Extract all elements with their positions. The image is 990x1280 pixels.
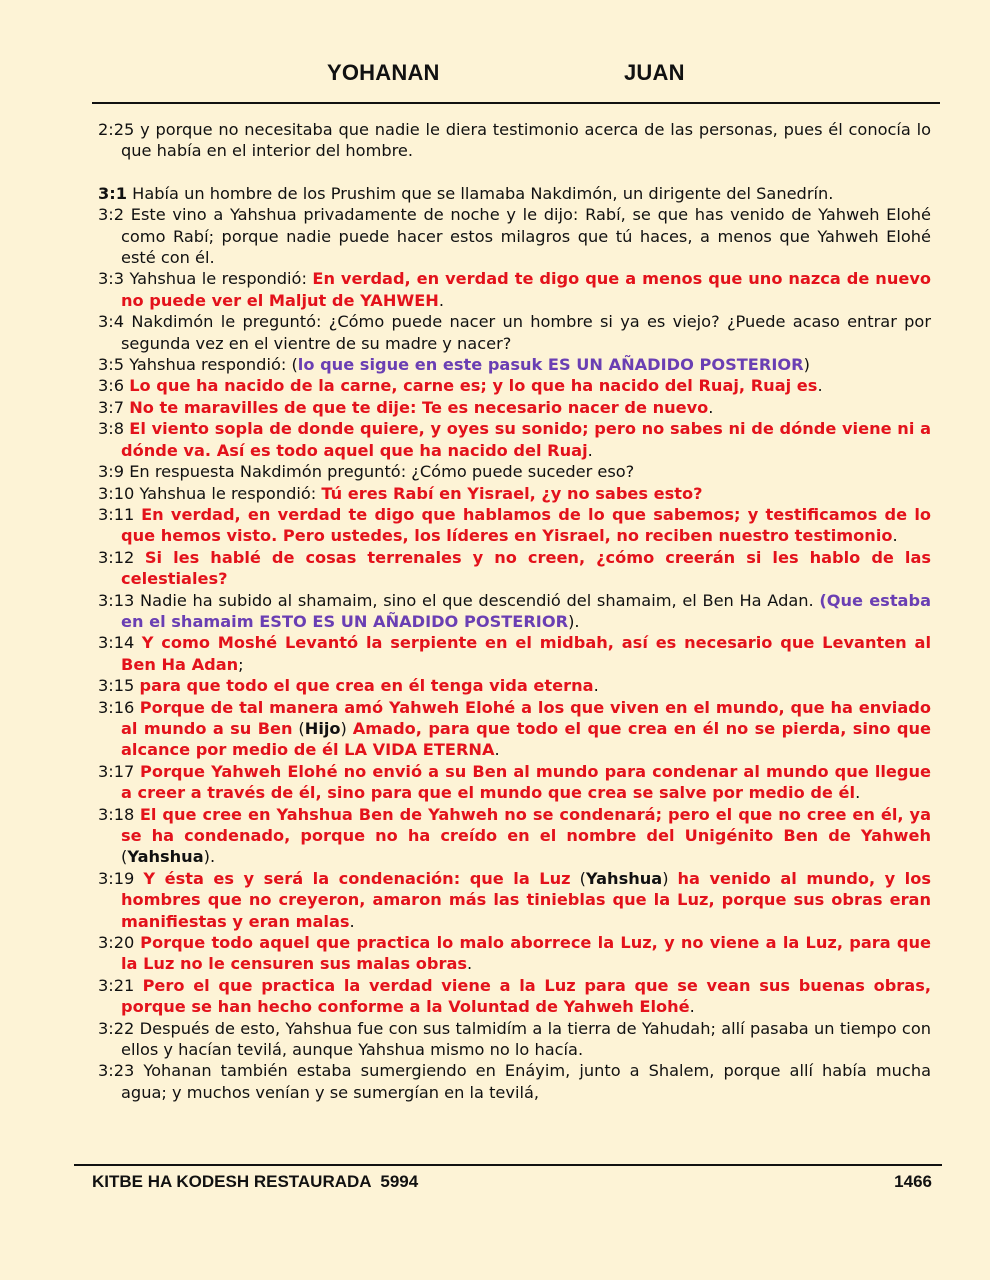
paragraph-gap xyxy=(98,162,931,183)
verse xyxy=(98,590,931,633)
verse xyxy=(98,1018,931,1061)
verse-text: Había un hombre de los Prushim que se llamaba Nakdimón, un dirigente del Sanedrín. xyxy=(127,183,834,203)
verse xyxy=(98,268,931,311)
verse-text: 3:10 Yahshua le respondió: xyxy=(98,483,322,503)
verse-text: . xyxy=(708,397,714,417)
verse-text: 3:4 Nakdimón le preguntó: ¿Cómo puede nacer un hombre si ya es viejo? ¿Puede acaso entrar por segunda vez en el vientre de su madre y nacer? xyxy=(98,312,931,353)
footer-publication-title: KITBE HA KODESH RESTAURADA 5994 xyxy=(92,1172,419,1191)
verse-text: 3:15 xyxy=(98,676,140,696)
page-header xyxy=(92,58,940,104)
verse-words-red: Amado, para que todo el que crea en él no se pierda, sino que alcance por medio de él LA VIDA ETERNA xyxy=(121,718,932,760)
verse-words-red: Tú eres Rabí en Yisrael, ¿y no sabes esto? xyxy=(321,483,703,503)
verse xyxy=(98,311,931,354)
verse xyxy=(98,868,931,932)
verse-bold-text: Yahshua xyxy=(585,868,663,888)
verse-words-red: Lo que ha nacido de la carne, carne es; y lo que ha nacido del Ruaj, Ruaj es xyxy=(129,376,818,396)
verse-note-purple: (Que estaba en el shamaim ESTO ES UN AÑADIDO POSTERIOR xyxy=(121,590,931,631)
verse xyxy=(98,675,931,696)
verse xyxy=(98,483,931,504)
verse-text: . xyxy=(855,783,861,803)
verse xyxy=(98,397,931,418)
verse-text: . xyxy=(689,997,695,1017)
verse-bold-text: Hijo xyxy=(304,718,341,738)
verse-text: 3:12 xyxy=(98,547,145,567)
verse-words-red: Y ésta es y será la condenación: que la Luz xyxy=(143,868,571,888)
verse-text: . xyxy=(349,911,355,931)
verse xyxy=(98,504,931,547)
verse-text: 3:6 xyxy=(98,376,130,396)
verse-words-red: En verdad, en verdad te digo que a menos que uno nazca de nuevo no puede ver el Maljut de YAHWEH xyxy=(121,269,932,310)
verse xyxy=(98,804,931,868)
verse-words-red: ha venido al mundo, y los hombres que no creyeron, amaron más las tinieblas que la Luz, porque sus obras eran manifiestas y eran malas xyxy=(121,868,931,931)
verse-text: ( xyxy=(292,718,305,738)
verse-bold-text: 3:1 xyxy=(98,183,127,203)
verse-text-body xyxy=(98,119,931,1103)
verse xyxy=(98,632,931,675)
verse-words-red: El que cree en Yahshua Ben de Yahweh no se condenará; pero el que no cree en él, ya se ha condenado, porque no ha creído en el nombre del Unigénito Ben de Yahweh xyxy=(121,804,932,845)
verse-text: ( xyxy=(121,847,128,867)
verse-words-red: Porque de tal manera amó Yahweh Elohé a los que viven en el mundo, que ha enviado al mundo a su Ben xyxy=(121,697,931,738)
verse-text: 3:18 xyxy=(98,804,140,824)
page-footer xyxy=(74,1164,942,1191)
verse xyxy=(98,697,931,761)
verse-text: 3:23 Yohanan también estaba sumergiendo en Enáyim, junto a Shalem, porque allí había mucha agua; y muchos venían y se sumergían en la tevilá, xyxy=(98,1061,931,1102)
verse-words-red: para que todo el que crea en él tenga vida eterna xyxy=(139,676,594,696)
verse xyxy=(98,932,931,975)
verse-words-red: Porque todo aquel que practica lo malo aborrece la Luz, y no viene a la Luz, para que la Luz no le censuren sus malas obras xyxy=(121,933,931,974)
verse-text: 3:13 Nadie ha subido al shamaim, sino el que descendió del shamaim, el Ben Ha Adan. xyxy=(98,590,820,610)
verse-text: ( xyxy=(570,868,586,888)
verse-text: 3:20 xyxy=(98,933,141,953)
verse xyxy=(98,761,931,804)
verse xyxy=(98,119,931,162)
verse-text: 3:3 Yahshua le respondió: xyxy=(98,269,313,289)
verse xyxy=(98,375,931,396)
verse-bold-text: Yahshua xyxy=(127,847,204,867)
verse-text: 3:22 Después de esto, Yahshua fue con sus talmidím a la tierra de Yahudah; allí pasaba un tiempo con ellos y hacían tevilá, aunque Yahshua mismo no lo hacía. xyxy=(98,1018,931,1060)
verse-text: . xyxy=(494,740,500,760)
verse xyxy=(98,418,931,461)
verse-text: . xyxy=(593,676,599,696)
verse-text: ). xyxy=(203,847,216,867)
book-title-spanish: JUAN xyxy=(624,60,685,85)
verse-words-red: En verdad, en verdad te digo que hablamos de lo que sabemos; y testificamos de lo que hemos visto. Pero ustedes, los líderes en Yisrael, no reciben nuestro testimonio xyxy=(121,504,932,546)
verse xyxy=(98,204,931,268)
verse-words-red: Si les hablé de cosas terrenales y no creen, ¿cómo creerán si les hablo de las celestiales? xyxy=(121,547,932,589)
verse xyxy=(98,183,931,204)
verse-text: 3:21 xyxy=(98,975,143,995)
verse-words-red: Porque Yahweh Elohé no envió a su Ben al mundo para condenar al mundo que llegue a creer a través de él, sino para que el mundo que crea se salve por medio de él xyxy=(121,761,932,803)
verse-text: ; xyxy=(238,654,244,674)
verse-text: ) xyxy=(662,868,678,888)
verse-text: 3:11 xyxy=(98,504,142,524)
verse-text: 3:19 xyxy=(98,868,144,888)
verse-words-red: Pero el que practica la verdad viene a la Luz para que se vean sus buenas obras, porque se han hecho conforme a la Voluntad de Yahweh Elohé xyxy=(121,975,931,1017)
verse-text: 2:25 y porque no necesitaba que nadie le diera testimonio acerca de las personas, pues él conocía lo que había en el interior del hombre. xyxy=(98,120,931,161)
verse-text: . xyxy=(587,440,593,460)
verse-text: ) xyxy=(803,355,810,375)
verse xyxy=(98,461,931,482)
verse-note-purple: lo que sigue en este pasuk ES UN AÑADIDO POSTERIOR xyxy=(297,355,804,375)
book-title-hebrew: YOHANAN xyxy=(327,60,440,85)
verse-text: 3:8 xyxy=(98,419,130,439)
verse-words-red: El viento sopla de donde quiere, y oyes su sonido; pero no sabes ni de dónde viene ni a dónde va. Así es todo aquel que ha nacido del Ruaj xyxy=(121,419,931,460)
verse-text: . xyxy=(467,954,473,974)
verse-words-red: Y como Moshé Levantó la serpiente en el midbah, así es necesario que Levanten al Ben Ha Adan xyxy=(121,633,932,674)
verse xyxy=(98,354,931,375)
verse-text: 3:7 xyxy=(98,397,130,417)
verse-text: . xyxy=(892,526,898,546)
verse xyxy=(98,975,931,1018)
verse-text: 3:9 En respuesta Nakdimón preguntó: ¿Cómo puede suceder eso? xyxy=(98,462,635,482)
verse-text: 3:14 xyxy=(98,633,142,653)
verse xyxy=(98,547,931,590)
verse xyxy=(98,1060,931,1103)
verse-text: ) xyxy=(340,718,353,738)
verse-text: . xyxy=(817,376,823,396)
verse-words-red: No te maravilles de que te dije: Te es necesario nacer de nuevo xyxy=(129,397,709,417)
page-number: 1466 xyxy=(894,1172,932,1191)
verse-text: . xyxy=(438,290,444,310)
verse-text: 3:2 Este vino a Yahshua privadamente de noche y le dijo: Rabí, se que has venido de Yahweh Elohé como Rabí; porque nadie puede hacer estos milagros que tú haces, a menos que Yahweh Elohé esté con él. xyxy=(98,205,931,268)
verse-text: 3:16 xyxy=(98,697,140,717)
verse-text: 3:17 xyxy=(98,761,140,781)
verse-text: ). xyxy=(568,611,580,631)
verse-text: 3:5 Yahshua respondió: ( xyxy=(98,355,298,375)
